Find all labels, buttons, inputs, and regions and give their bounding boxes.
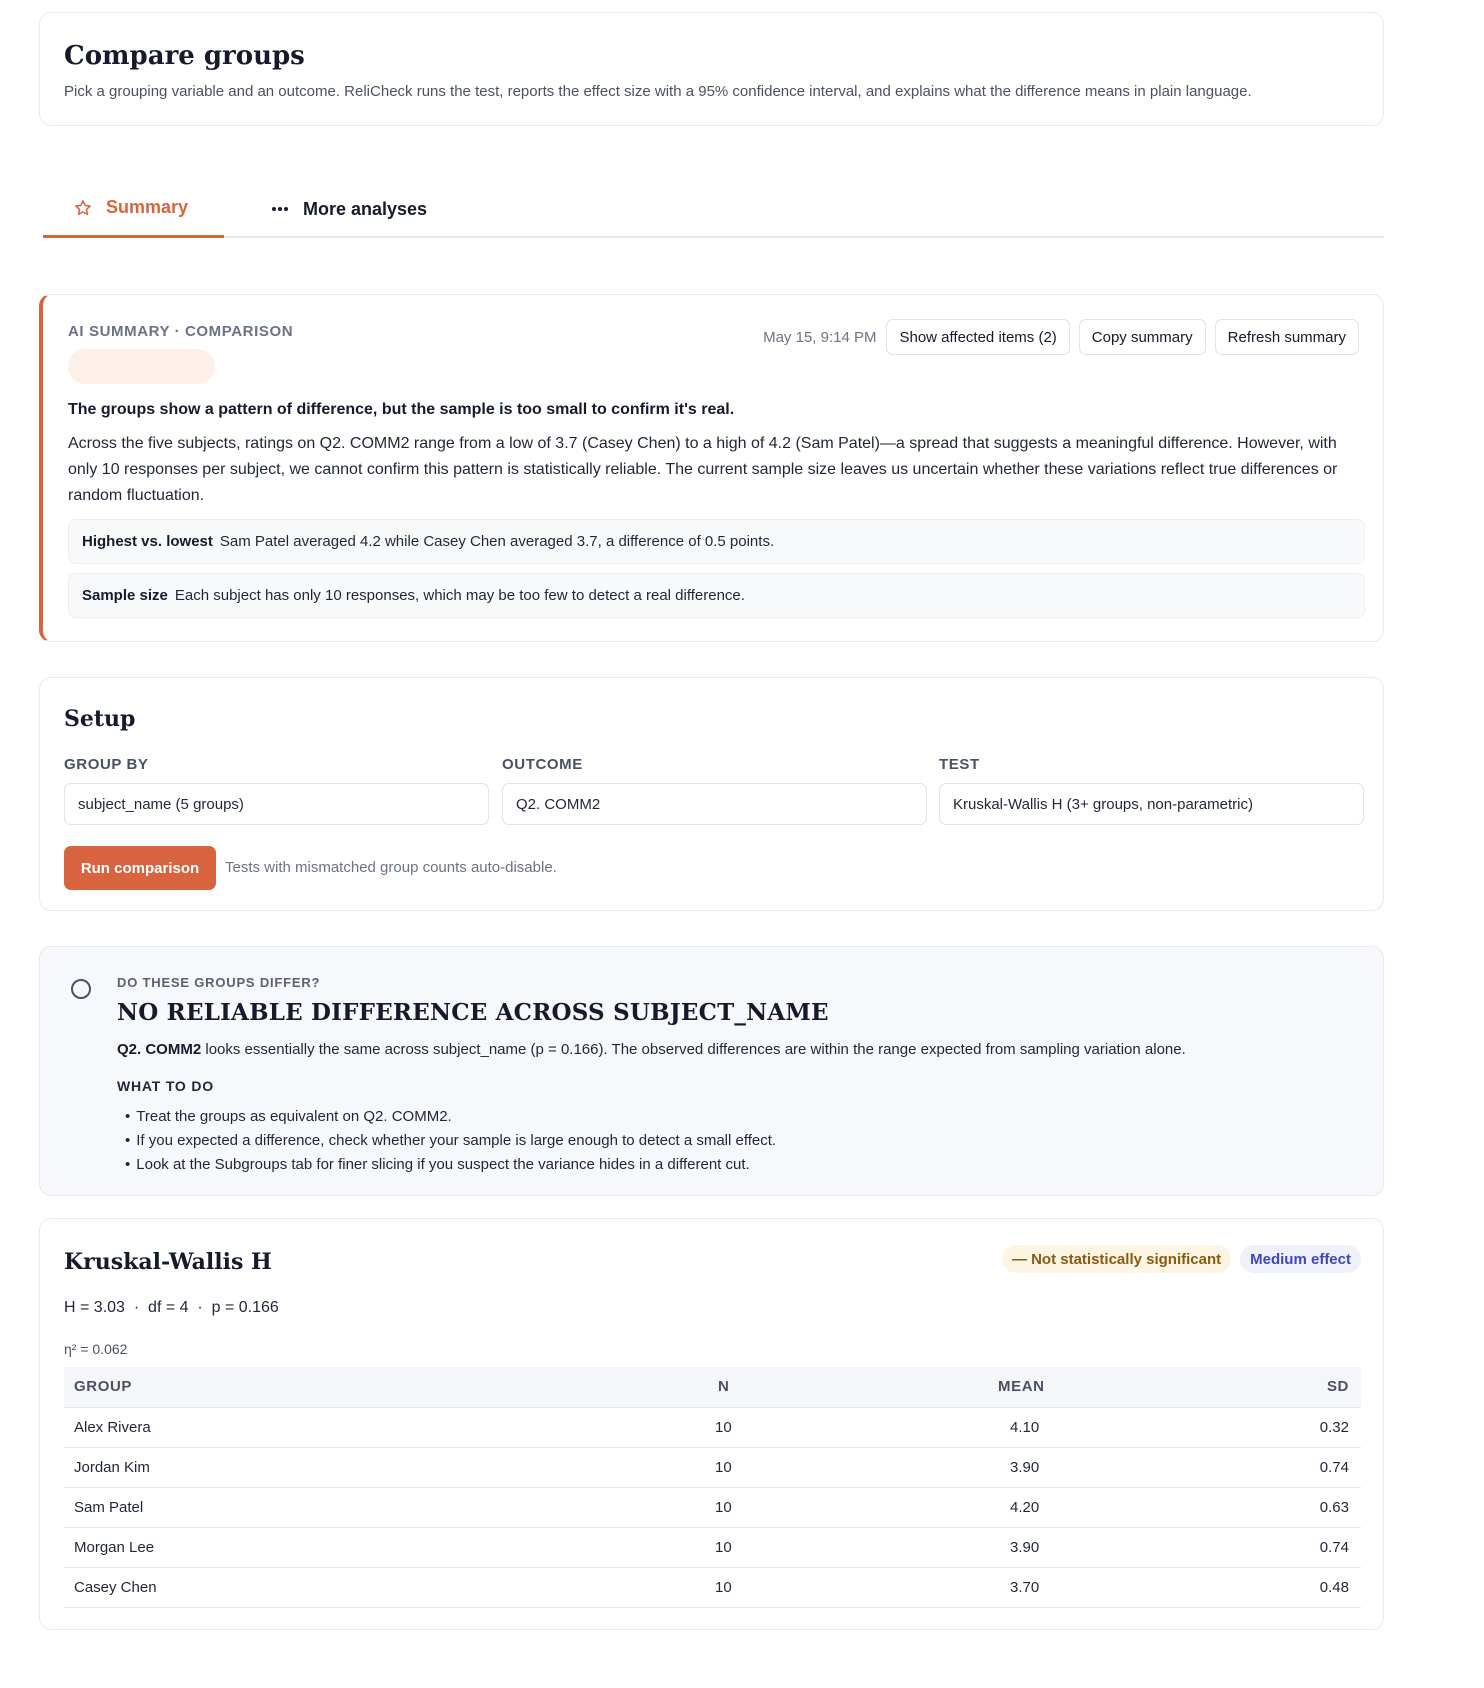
show-affected-items-button[interactable]: Show affected items (2)	[886, 319, 1069, 355]
tab-more-analyses-label: More analyses	[303, 198, 428, 219]
tab-summary-label: Summary	[106, 197, 189, 217]
ai-summary-card	[39, 294, 1384, 642]
ai-summary-point-text: Sam Patel averaged 4.2 while Casey Chen averaged 3.7, a difference of 0.5 points.	[219, 533, 775, 550]
ai-summary-point-text: Each subject has only 10 responses, which may be too few to detect a real difference.	[174, 587, 745, 604]
ai-summary-timestamp: May 15, 9:14 PM	[763, 328, 877, 346]
result-explanation-text: looks essentially the same across subject_name (p = 0.166). The observed differences are within the range expected from sampling variation alone.	[201, 1041, 1186, 1058]
eta-squared: η² = 0.062	[64, 1341, 128, 1357]
copy-summary-button[interactable]: Copy summary	[1079, 319, 1206, 355]
list-item: • Look at the Subgroups tab for finer slicing if you suspect the variance hides in a different cut.	[125, 1153, 776, 1177]
setup-title: Setup	[64, 706, 136, 732]
column-header-sd[interactable]: SD	[1224, 1367, 1361, 1407]
cell-sd: 0.74	[1224, 1527, 1361, 1567]
table-row	[64, 1487, 1361, 1527]
cell-n: 10	[704, 1567, 998, 1607]
cell-sd: 0.32	[1224, 1407, 1361, 1447]
group-by-field	[64, 756, 489, 825]
result-badges	[1002, 1245, 1361, 1273]
cell-mean: 3.70	[998, 1567, 1224, 1607]
cell-n: 10	[704, 1447, 998, 1487]
cell-group: Sam Patel	[64, 1487, 704, 1527]
table-row	[64, 1407, 1361, 1447]
test-select[interactable]: Kruskal-Wallis H (3+ groups, non-parametric)	[939, 783, 1364, 825]
setup-card	[39, 677, 1384, 911]
difference-result-card	[39, 946, 1384, 1196]
cell-group: Casey Chen	[64, 1567, 704, 1607]
column-header-mean[interactable]: MEAN	[998, 1367, 1224, 1407]
outcome-field	[502, 756, 927, 825]
result-outcome-name: Q2. COMM2	[117, 1041, 202, 1058]
ai-summary-point-label: Sample size	[82, 587, 168, 604]
cell-mean: 3.90	[998, 1527, 1224, 1567]
test-title: Kruskal-Wallis H	[64, 1249, 272, 1275]
run-comparison-button[interactable]: Run comparison	[64, 846, 216, 890]
cell-mean: 3.90	[998, 1447, 1224, 1487]
table-row	[64, 1447, 1361, 1487]
effect-size-badge: Medium effect	[1240, 1245, 1361, 1273]
tab-more-analyses[interactable]	[257, 180, 427, 238]
outcome-select[interactable]: Q2. COMM2	[502, 783, 927, 825]
ai-summary-headline: The groups show a pattern of difference, but the sample is too small to confirm it's real.	[68, 401, 735, 418]
ai-summary-status-pill	[68, 349, 215, 384]
ai-summary-point	[68, 519, 1365, 564]
result-explanation	[117, 1041, 1186, 1058]
circle-outline-icon	[71, 979, 91, 999]
test-label: TEST	[939, 756, 980, 773]
cell-sd: 0.74	[1224, 1447, 1361, 1487]
test-statistics-card	[39, 1218, 1384, 1630]
what-to-do-list	[125, 1105, 776, 1177]
cell-n: 10	[704, 1527, 998, 1567]
star-icon	[74, 199, 92, 217]
cell-group: Morgan Lee	[64, 1527, 704, 1567]
table-row	[64, 1527, 1361, 1567]
group-by-label: GROUP BY	[64, 756, 149, 773]
cell-mean: 4.10	[998, 1407, 1224, 1447]
test-statistics-line: H = 3.03 · df = 4 · p = 0.166	[64, 1299, 279, 1316]
column-header-group[interactable]: GROUP	[64, 1367, 704, 1407]
page-header-card	[39, 12, 1384, 126]
significance-badge: — Not statistically significant	[1002, 1245, 1231, 1273]
ellipsis-icon	[271, 206, 289, 212]
test-field	[939, 756, 1364, 825]
run-comparison-hint: Tests with mismatched group counts auto-disable.	[225, 859, 557, 876]
tab-bar	[43, 180, 1384, 238]
ai-summary-actions	[763, 319, 1359, 355]
list-item: • Treat the groups as equivalent on Q2. COMM2.	[125, 1105, 776, 1129]
list-item: • If you expected a difference, check whether your sample is large enough to detect a small effect.	[125, 1129, 776, 1153]
cell-n: 10	[704, 1487, 998, 1527]
ai-summary-eyebrow: AI SUMMARY · COMPARISON	[68, 323, 294, 340]
page-subtitle: Pick a grouping variable and an outcome. ReliCheck runs the test, reports the effect size with a 95% confidence interval, and explains what the difference means in plain language.	[64, 83, 1252, 100]
cell-group: Jordan Kim	[64, 1447, 704, 1487]
group-stats-table	[64, 1367, 1361, 1608]
outcome-label: OUTCOME	[502, 756, 583, 773]
column-header-n[interactable]: N	[704, 1367, 998, 1407]
ai-summary-body: Across the five subjects, ratings on Q2. COMM2 range from a low of 3.7 (Casey Chen) to a high of 4.2 (Sam Patel)—a spread that suggests a meaningful difference. However, with only 10 responses per subject, we cannot confirm this pattern is statistically reliable. The current sample size leaves us uncertain whether these variations reflect true differences or random fluctuation.	[68, 435, 1338, 504]
refresh-summary-button[interactable]: Refresh summary	[1215, 319, 1359, 355]
table-row	[64, 1567, 1361, 1607]
cell-n: 10	[704, 1407, 998, 1447]
ai-summary-point-label: Highest vs. lowest	[82, 533, 213, 550]
group-by-select[interactable]: subject_name (5 groups)	[64, 783, 489, 825]
cell-sd: 0.63	[1224, 1487, 1361, 1527]
result-eyebrow: DO THESE GROUPS DIFFER?	[117, 975, 321, 990]
what-to-do-label: WHAT TO DO	[117, 1078, 214, 1094]
ai-summary-point	[68, 573, 1365, 618]
table-header-row	[64, 1367, 1361, 1407]
cell-group: Alex Rivera	[64, 1407, 704, 1447]
cell-sd: 0.48	[1224, 1567, 1361, 1607]
result-title: NO RELIABLE DIFFERENCE ACROSS SUBJECT_NAME	[117, 999, 829, 1026]
cell-mean: 4.20	[998, 1487, 1224, 1527]
page-title: Compare groups	[64, 41, 305, 71]
tab-summary[interactable]	[43, 180, 224, 238]
